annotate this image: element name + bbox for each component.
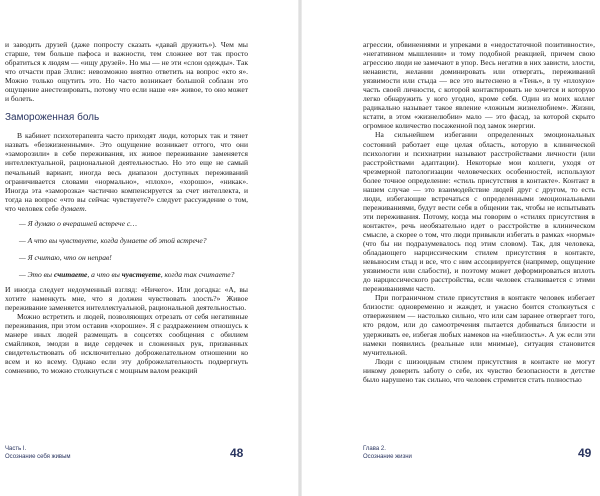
paragraph: агрессии, обвинениями и упреками в «недостаточной позитивности», «негативном мышлении» и тому подобной реакцией, причем свою агрессию люди не замечают в упор. Весь негатив в них зависти, злости, ненависти, желании доминировать или отвергать, переживаний уязвимости или стыда — все это вытеснено в «Тень», в ту «плохую» часть своей личности, с которой контактировать не хочется и которую легко обнаружить у кого угодно, кроме себя. Один из моих коллег радикально называет такое явление «ложным жизнелюбием». Жизни, кстати, в этом «жизнелюбии» мало — это фасад, за которой скрыто огромное количество посаженной под замок энергии. [363,40,595,131]
emphasis-text: думает [60,203,85,213]
dialogue-line [19,219,248,228]
paragraph: и заводить друзей (даже попросту сказать «давай дружить»). Чем мы старше, тем больше пафоса и важности, тем сложнее вот так просто обратиться к людям — «ищу друзей». Но мы — не эти «слои одежды». Так что отчасти прав Эллис: невозможно внятно ответить на вопрос «кто я». Можно только ощутить это. Но часто возникает большой соблазн это ощущение анестезировать, потому что если наше «я» живое, то оно может и болеть. [5,40,248,104]
dialogue-bold-text: чувствуете [121,269,161,279]
paragraph [5,131,248,212]
page-number: 48 [230,446,244,460]
paragraph: На сильнейшем избегании определенных эмоциональных состояний работает еще целая область, которую в клинической психологии и психиатрии называют расстройствами личности (или расстройствами адаптации). Некоторые мои коллеги, уходя от чрезмерной патологизации человеческих особенностей, используют более точное определение: «стиль присутствия в контакте». Контакт в нашем случае — это взаимодействие людей друг с другом, то есть люди, избегающие встречаться с определенными эмоциональными переживаниями, будут вести себя в общении так, чтобы не испытывать эти переживания. Потому, когда мы говорим о «стилях присутствия в контакте», речь необязательно идет о расстройстве в клиническом смысле, а скорее о том, что люди привыкли избегать в рамках «нормы» (что бы ни подразумевалось под этим словом). Так, для человека, обладающего нарциссическим стилем присутствия в контакте, невыносим стыд и все, что с ним ассоциируется (например, ощущение уязвимости или слабости), и поэтому может деформироваться вплоть до нарциссического расстройства, если человек сталкивается с этими переживаниями часто. [363,130,595,294]
dialogue-text: , а что вы [87,269,122,279]
dialogue-bold-text: считаете [53,269,88,279]
page-number: 49 [578,446,592,460]
paragraph: Люди с шизоидным стилем присутствия в контакте не могут никому доверить заботу о себе, их чувство безопасности в детстве было нарушено так сильно, что человек стремится стать полностью [363,356,595,384]
dialogue-text: , когда так считаете? [160,269,235,279]
dialogue-block [5,219,248,279]
footer-title: Осознание жизни [363,454,412,460]
dialogue-line [19,236,248,245]
footer-part: Часть I. [5,446,27,452]
running-footer [363,445,412,461]
dialogue-text: — Я считаю, что он неправ! [19,252,112,262]
left-page-body [5,40,248,375]
paragraph-text: В кабинет психотерапевта часто приходят люди, которых так и тянет назвать «безжизненными». Это ощущение возникает оттого, что они «заморозили» в себе переживания, их живое переживание заменяется интеллектуальной, рациональной деятельностью. Но это еще не самый печальный вариант, иногда весь диапазон доступных переживаний ограничивается словами «нормально», «плохо», «хорошо», «никак». Иногда эта «заморозка» частично компенсируется за счет интеллекта, и тогда на вопрос «что вы сейчас чувствуете?» следует рассуждение о том, что человек себе [5,131,248,213]
dialogue-text: — Это вы [19,269,54,279]
right-page-body [363,40,595,384]
footer-title: Осознание себя живым [5,454,71,460]
section-heading: Замороженная боль [5,112,100,124]
dialogue-text: — А что вы чувствуете, когда думаете об этой встрече? [19,235,207,245]
paragraph-text: . [84,203,87,213]
paragraph: И иногда следует недоуменный взгляд: «Ничего». Или догадка: «А, вы хотите наменкуть мне, что я должен чувствовать злость?» Живое переживание заменяется интеллектуальной, рациональной деятельностью. [5,284,248,313]
dialogue-line [19,253,248,262]
paragraph: При пограничном стиле присутствия в контакте человек избегает близости: одновременно и жаждет, и ужасно боится столкнуться с отвержением — настолько сильно, что или сам заранее отвергает того, кто рядом, или до самоотречения пытается добиваться близости и удерживать ее, избегая любых намеков на «неблизость». А уж если эти намеки появились (реальные или мнимые), ситуация становится мучительной. [363,293,595,357]
paragraph: Можно встретить и людей, позволяющих отрезать от себя негативные переживания, при этом оставив «хорошие». Я с раздражением отношусь к манере иных людей размещать в соцсетях сообщения с обилием смайликов, эмодзи в виде сердечек и сложенных рук, призванных свидетельствовать об исключительно доброжелательном отношении ко всем и ко всему. Однако если эту доброжелательность подвергнуть сомнению, то можно столкнуться с мощным валом реакций [5,312,248,376]
right-page [300,0,600,496]
dialogue-text: — Я думаю о вчерашней встрече с… [19,218,137,228]
dialogue-line [19,270,248,279]
running-footer [5,445,71,461]
footer-part: Глава 2. [363,446,386,452]
